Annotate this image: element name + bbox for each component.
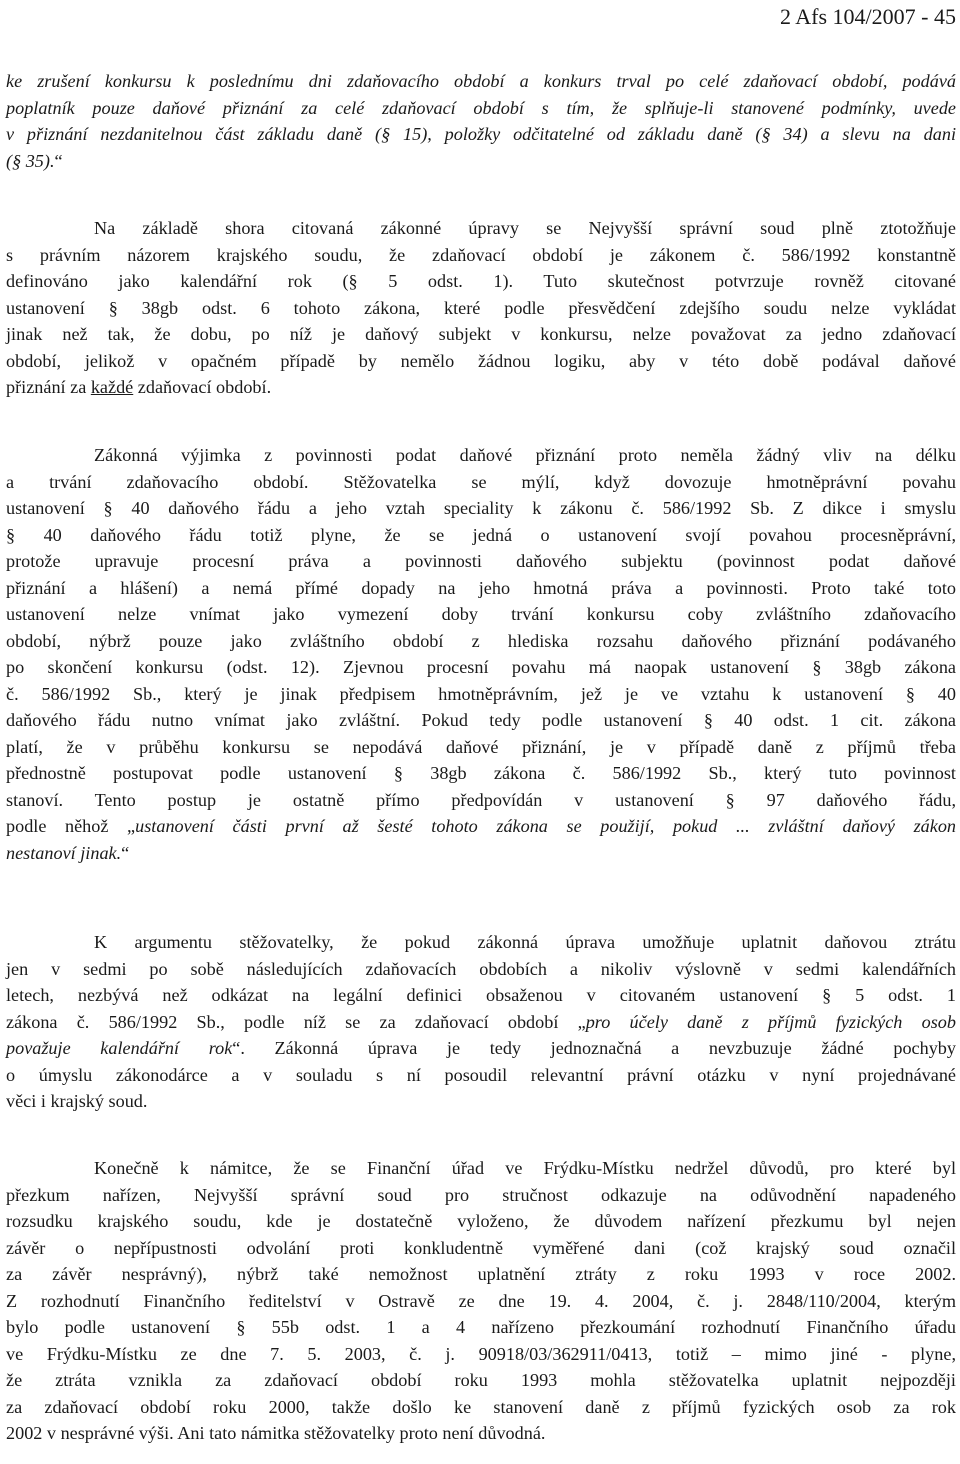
paragraph: [6, 68, 956, 174]
text-run: rozsudku krajského soudu, kde je dostatečně vyloženo, že důvodem nařízení přezkumu byl nejen: [6, 1211, 956, 1231]
paragraph: [6, 1155, 956, 1447]
text-run: přezkum nařízen, Nejvyšší správní soud pro stručnost odkazuje na odůvodnění napadeného: [6, 1184, 956, 1205]
text-line: [6, 982, 956, 1009]
text-line: [6, 1288, 956, 1315]
text-line: [6, 548, 956, 575]
text-run: č. 586/1992 Sb., který je jinak předpisem hmotněprávním, jež je ve vztahu k ustanovení § 40: [6, 683, 956, 704]
text-run: zákona č. 586/1992 Sb., podle níž se za zdaňovací období „: [6, 1011, 586, 1032]
text-line: [6, 956, 956, 983]
text-run: o úmyslu zákonodárce a v souladu s ní posoudil relevantní právní otázku v nyní projednávané: [6, 1064, 956, 1085]
text-line: [6, 295, 956, 322]
text-line: [6, 522, 956, 549]
text-run: ke zrušení konkursu k poslednímu dni zdaňovacího období a konkurs trval po celé zdaňovací období, podává: [6, 71, 956, 91]
text-run: daňového řádu nutno vnímat jako zvláštní. Pokud tedy podle ustanovení § 40 odst. 1 cit. zákona: [6, 710, 956, 730]
paragraph: [6, 929, 956, 1115]
text-run: nestanoví jinak.: [6, 842, 122, 863]
text-run: ustanovení části první až šesté tohoto zákona se použijí, pokud ... zvláštní daňový zákon: [135, 816, 957, 836]
text-line: [6, 321, 956, 348]
text-run: ustanovení nelze vnímat jako vymezení doby trvání konkursu coby zvláštního zdaňovacího: [6, 604, 956, 624]
text-line: [6, 215, 956, 242]
text-line: [6, 1062, 956, 1089]
text-line: [6, 813, 956, 840]
text-line: [6, 148, 956, 175]
text-line: [6, 707, 956, 734]
text-run: K argumentu stěžovatelky, že pokud zákonná úprava umožňuje uplatnit daňovou ztrátu: [94, 932, 956, 952]
text-run: každé: [90, 377, 134, 397]
text-run: věci i krajský soud.: [6, 1091, 148, 1111]
text-run: 2002 v nesprávné výši. Ani tato námitka stěžovatelky proto není důvodná.: [6, 1423, 546, 1443]
text-line: [6, 1155, 956, 1182]
text-line: [6, 840, 956, 867]
text-run: protože upravuje procesní práva a povinnosti daňového subjektu (povinnost podat daňové: [6, 551, 956, 571]
text-line: [6, 348, 956, 375]
text-run: Z rozhodnutí Finančního ředitelství v Ostravě ze dne 19. 4. 2004, č. j. 2848/110/2004, kterým: [6, 1290, 956, 1311]
text-run: a trvání zdaňovacího období. Stěžovatelka se mýlí, když dovozuje hmotněprávní povahu: [6, 471, 956, 492]
text-line: [6, 1261, 956, 1288]
text-run: závěr o nepřípustnosti odvolání proti konkludentně vyměřené dani (což krajský soud označil: [6, 1237, 956, 1258]
text-run: v přiznání nezdanitelnou část základu daně (§ 15), položky odčitatelné od základu daně (§ 34) a slevu na dani: [6, 124, 956, 144]
text-run: přiznání za: [6, 377, 91, 397]
text-run: přiznání a hlášení) a nemá přímé dopady na jeho hmotná práva a povinnosti. Proto také toto: [6, 577, 956, 598]
text-line: [6, 1009, 956, 1036]
text-run: zdaňovací období.: [133, 377, 272, 397]
text-line: [6, 929, 956, 956]
text-run: § 40 daňového řádu totiž plyne, že se jedná o ustanovení svojí povahou procesněprávní,: [6, 524, 956, 545]
text-run: ve Frýdku-Místku ze dne 7. 5. 2003, č. j. 90918/03/362911/0413, totiž – mimo jiné - plyne,: [6, 1343, 956, 1364]
text-line: [6, 68, 956, 95]
text-line: [6, 1208, 956, 1235]
text-run: ustanovení § 38gb odst. 6 tohoto zákona, které podle přesvědčení zdejšího soudu nelze vykládat: [6, 297, 956, 318]
text-run: období, nýbrž pouze jako zvláštního období z hlediska rozsahu daňového přiznání podávaného: [6, 630, 956, 651]
text-run: Konečně k námitce, že se Finanční úřad ve Frýdku-Místku nedržel důvodů, pro které byl: [94, 1158, 956, 1178]
text-run: podle něhož „: [6, 816, 136, 836]
text-line: [6, 654, 956, 681]
text-run: letech, nezbývá než odkázat na legální definici obsaženou v citovaném ustanovení § 5 odst. 1: [6, 985, 956, 1005]
text-run: pro účely daně z příjmů fyzických osob: [585, 1011, 956, 1032]
text-line: [6, 1367, 956, 1394]
text-run: bylo podle ustanovení § 55b odst. 1 a 4 nařízeno přezkoumání rozhodnutí Finančního úřadu: [6, 1317, 956, 1337]
text-line: [6, 787, 956, 814]
text-line: [6, 242, 956, 269]
text-run: stanoví. Tento postup je ostatně přímo předpovídán v ustanovení § 97 daňového řádu,: [6, 789, 956, 810]
text-line: [6, 575, 956, 602]
text-line: [6, 1420, 956, 1447]
text-line: [6, 1314, 956, 1341]
text-run: za zdaňovací období roku 2000, takže došlo ke stanovení daně z příjmů fyzických osob za rok: [6, 1396, 956, 1417]
text-run: “: [121, 842, 130, 863]
text-run: “: [54, 150, 63, 171]
text-line: [6, 495, 956, 522]
text-run: Zákonná výjimka z povinnosti podat daňové přiznání proto neměla žádný vliv na délku: [94, 445, 956, 465]
text-run: považuje kalendářní rok: [6, 1038, 233, 1058]
page-header: 2 Afs 104/2007 - 45: [780, 4, 956, 29]
text-line: [6, 1235, 956, 1262]
text-run: (§ 35).: [6, 150, 55, 171]
text-line: [6, 121, 956, 148]
text-run: poplatník pouze daňové přiznání za celé zdaňovací období s tím, že splňuje-li stanovené podmínky, uvede: [6, 97, 956, 118]
text-run: platí, že v průběhu konkursu se nepodává daňové přiznání, je v případě daně z příjmů třeba: [6, 736, 956, 757]
text-run: s právním názorem krajského soudu, že zdaňovací období je zákonem č. 586/1992 konstantně: [6, 244, 956, 265]
text-line: [6, 1182, 956, 1209]
text-run: ustanovení § 40 daňového řádu a jeho vztah speciality k zákonu č. 586/1992 Sb. Z dikce i smyslu: [6, 498, 956, 518]
text-run: jen v sedmi po sobě následujících zdaňovacích obdobích a nikoliv výslovně v sedmi kalendářních: [6, 958, 956, 979]
text-line: [6, 374, 956, 401]
text-run: Na základě shora citovaná zákonné úpravy se Nejvyšší správní soud plně ztotožňuje: [94, 218, 956, 238]
text-line: [6, 268, 956, 295]
text-run: jinak než tak, že dobu, po níž je daňový subjekt v konkursu, nelze považovat za jedno zdaňovací: [6, 324, 956, 344]
text-line: [6, 628, 956, 655]
text-run: za závěr nesprávný), nýbrž také nemožnost uplatnění ztráty z roku 1993 v roce 2002.: [6, 1264, 956, 1284]
text-run: po skončení konkursu (odst. 12). Zjevnou procesní povahu má naopak ustanovení § 38gb zákona: [6, 657, 956, 677]
text-run: přednostně postupovat podle ustanovení § 38gb zákona č. 586/1992 Sb., který tuto povinnost: [6, 763, 956, 783]
text-run: “. Zákonná úprava je tedy jednoznačná a nevzbuzuje žádné pochyby: [232, 1038, 956, 1058]
text-run: období, jelikož v opačném případě by nemělo žádnou logiku, aby v této době podával daňové: [6, 350, 956, 371]
text-line: [6, 601, 956, 628]
paragraph: [6, 215, 956, 401]
text-line: [6, 760, 956, 787]
text-line: [6, 1088, 956, 1115]
text-line: [6, 95, 956, 122]
text-line: [6, 1035, 956, 1062]
text-run: definováno jako kalendářní rok (§ 5 odst. 1). Tuto skutečnost potvrzuje rovněž citované: [6, 271, 956, 291]
text-line: [6, 734, 956, 761]
text-line: [6, 1341, 956, 1368]
text-line: [6, 681, 956, 708]
text-line: [6, 442, 956, 469]
text-line: [6, 469, 956, 496]
text-run: že ztráta vznikla za zdaňovací období roku 1993 mohla stěžovatelka uplatnit nejpozději: [6, 1370, 956, 1390]
text-line: [6, 1394, 956, 1421]
paragraph: [6, 442, 956, 866]
